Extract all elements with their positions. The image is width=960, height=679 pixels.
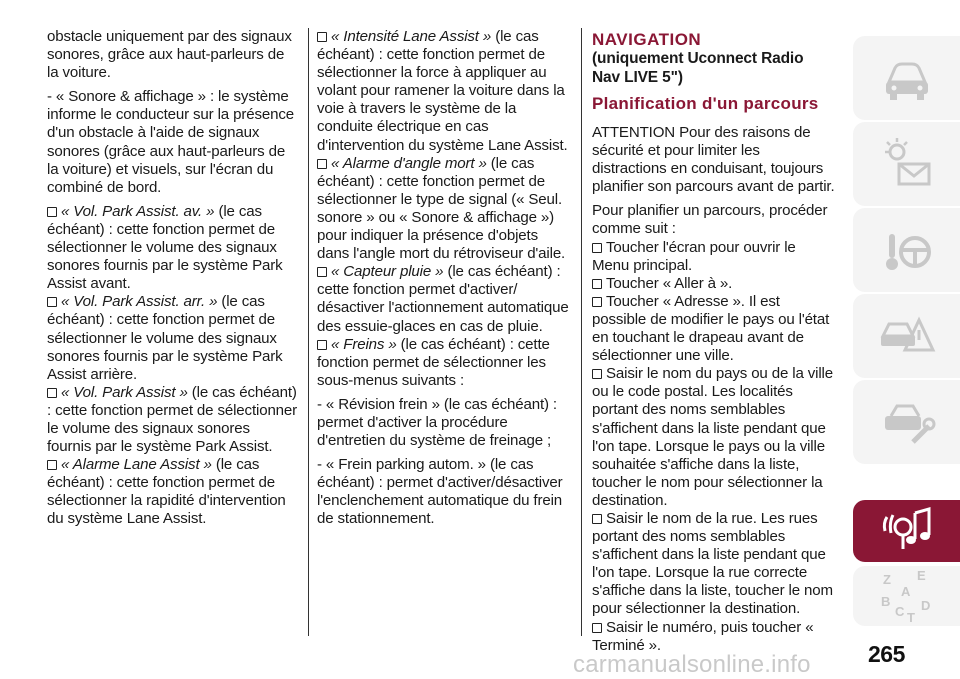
option-description: (le cas échéant) : cette fonction permet de sélectionner la force à appliquer au volant pour ramener la voiture dans la voie à travers le système de la conduite électrique en cas d'intervention du système Lane Assist. bbox=[317, 28, 568, 154]
bullet-item bbox=[317, 155, 570, 264]
checkbox-bullet-icon bbox=[592, 297, 602, 307]
bullet-item bbox=[592, 365, 835, 510]
watermark: carmanualsonline.info bbox=[573, 651, 811, 678]
tab-maintenance[interactable] bbox=[853, 380, 960, 464]
step-text: Toucher « Adresse ». Il est possible de modifier le pays ou l'état en touchant le drapeau avant de sélectionner une ville. bbox=[592, 292, 830, 365]
option-description: (le cas échéant) : cette fonction permet de sélectionner le volume des signaux sonores fournis par le système Park Assist. bbox=[47, 383, 298, 456]
tab-vehicle[interactable] bbox=[853, 36, 960, 120]
multimedia-note-icon bbox=[877, 501, 937, 561]
option-label: « Vol. Park Assist. arr. » bbox=[61, 293, 218, 311]
column-2 bbox=[317, 28, 570, 535]
bullet-item bbox=[317, 28, 570, 155]
section-heading: NAVIGATION bbox=[592, 30, 702, 49]
paragraph: Pour planifier un parcours, procéder comme suit : bbox=[592, 202, 828, 238]
key-steering-wheel-icon bbox=[877, 220, 937, 280]
option-description: (le cas échéant) : cette fonction permet de sélectionner le type de signal (« Seul. sonore » ou « Sonore & affichage ») pour indiquer la présence d'objets dans l'angle mort du rétroviseur d'aile. bbox=[317, 154, 566, 263]
option-label: « Vol. Park Assist. av. » bbox=[61, 202, 215, 220]
tab-dashboard[interactable] bbox=[853, 122, 960, 206]
bullet-item bbox=[47, 203, 298, 293]
bullet-item bbox=[592, 619, 835, 655]
checkbox-bullet-icon bbox=[47, 207, 57, 217]
car-front-icon bbox=[877, 48, 937, 108]
bullet-item bbox=[592, 510, 835, 619]
bullet-item bbox=[47, 384, 298, 456]
checkbox-bullet-icon bbox=[47, 297, 57, 307]
svg-text:C: C bbox=[894, 604, 904, 619]
section-subheading: (uniquement Uconnect Radio Nav LIVE 5") bbox=[592, 50, 804, 86]
svg-text:A: A bbox=[900, 584, 910, 599]
bullet-item bbox=[47, 456, 298, 528]
bullet-item bbox=[592, 239, 835, 275]
tab-starting-driving[interactable] bbox=[853, 208, 960, 292]
checkbox-bullet-icon bbox=[592, 514, 602, 524]
checkbox-bullet-icon bbox=[317, 340, 327, 350]
tab-emergency[interactable] bbox=[853, 294, 960, 378]
tab-index[interactable] bbox=[853, 566, 960, 626]
option-label: « Alarme Lane Assist » bbox=[61, 456, 212, 474]
index-letters-icon bbox=[877, 566, 937, 626]
option-label: « Intensité Lane Assist » bbox=[331, 28, 492, 45]
checkbox-bullet-icon bbox=[47, 460, 57, 470]
option-description: (le cas échéant) : cette fonction permet de sélectionner le volume des signaux sonores fournis par le système Park Assist arrière. bbox=[47, 293, 283, 383]
column-3 bbox=[592, 28, 835, 655]
option-label: « Freins » bbox=[331, 335, 397, 353]
bullet-item bbox=[592, 275, 835, 293]
tab-multimedia[interactable] bbox=[853, 500, 960, 562]
paragraph: - « Frein parking autom. » (le cas échéant) : permet d'activer/désactiver l'enclenchement automatique du frein de stationnement. bbox=[317, 456, 563, 528]
svg-text:T: T bbox=[906, 610, 915, 625]
warning-paragraph: ATTENTION Pour des raisons de sécurité et pour limiter les distractions en conduisant, toujours planifier son parcours avant de partir. bbox=[592, 124, 835, 196]
bullet-item bbox=[47, 293, 298, 383]
breakdown-triangle-icon bbox=[877, 306, 937, 366]
checkbox-bullet-icon bbox=[592, 243, 602, 253]
checkbox-bullet-icon bbox=[592, 623, 602, 633]
svg-text:D: D bbox=[920, 598, 930, 613]
option-label: « Alarme d'angle mort » bbox=[331, 154, 487, 172]
svg-text:Z: Z bbox=[882, 572, 891, 587]
option-label: « Vol. Park Assist » bbox=[61, 383, 188, 401]
subsection-heading: Planification d'un parcours bbox=[592, 94, 819, 113]
svg-text:E: E bbox=[916, 568, 926, 583]
option-description: (le cas échéant) : cette fonction permet d'activer/ désactiver l'actionnement automatique des essuie-glaces en cas de pluie. bbox=[317, 263, 569, 335]
paragraph: obstacle uniquement par des signaux sonores, grâce aux haut-parleurs de la voiture. bbox=[47, 28, 292, 82]
bullet-item bbox=[592, 293, 835, 365]
dashboard-lights-icon bbox=[877, 134, 937, 194]
step-text: Toucher l'écran pour ouvrir le Menu principal. bbox=[592, 238, 796, 274]
bullet-item bbox=[317, 263, 570, 335]
checkbox-bullet-icon bbox=[47, 388, 57, 398]
checkbox-bullet-icon bbox=[592, 279, 602, 289]
option-description: (le cas échéant) : cette fonction permet de sélectionner les sous-menus suivants : bbox=[317, 335, 550, 389]
page-number: 265 bbox=[868, 641, 905, 667]
column-divider bbox=[581, 28, 582, 636]
step-text: Toucher « Aller à ». bbox=[606, 274, 733, 292]
checkbox-bullet-icon bbox=[592, 369, 602, 379]
svg-text:B: B bbox=[880, 594, 890, 609]
column-divider bbox=[308, 28, 309, 636]
option-label: « Capteur pluie » bbox=[331, 263, 444, 281]
option-description: (le cas échéant) : cette fonction permet de sélectionner le volume des signaux sonores fournis par le système Park Assist avant. bbox=[47, 202, 283, 293]
paragraph: - « Révision frein » (le cas échéant) : permet d'activer la procédure d'entretien du système de freinage ; bbox=[317, 395, 557, 450]
step-text: Saisir le numéro, puis toucher « Terminé ». bbox=[592, 618, 814, 654]
checkbox-bullet-icon bbox=[317, 267, 327, 277]
checkbox-bullet-icon bbox=[317, 32, 327, 42]
step-text: Saisir le nom de la rue. Les rues portant des noms semblables s'affichent dans la liste pendant que l'on tape. Lorsque la rue correcte s'affiche dans la liste, toucher le nom pour sélectionner la destination. bbox=[592, 509, 833, 618]
option-description: (le cas échéant) : cette fonction permet de sélectionner la rapidité d'intervention du système Lane Assist. bbox=[47, 456, 286, 528]
bullet-item bbox=[317, 336, 570, 390]
paragraph: - « Sonore & affichage » : le système informe le conducteur sur la présence d'un obstacle à l'aide de signaux sonores (grâce aux haut-parleurs de la voiture) et visuels, sur l'écran du combiné de bord. bbox=[47, 88, 294, 196]
step-text: Saisir le nom du pays ou de la ville ou le code postal. Les localités portant des noms semblables s'affichent dans la liste pendant que l'on tape. Lorsque le pays ou la ville souhaitée s'affiche dans la liste, toucher le nom pour sélectionner la destination. bbox=[592, 365, 833, 509]
wrench-icon bbox=[877, 392, 937, 452]
column-1 bbox=[47, 28, 298, 529]
checkbox-bullet-icon bbox=[317, 159, 327, 169]
